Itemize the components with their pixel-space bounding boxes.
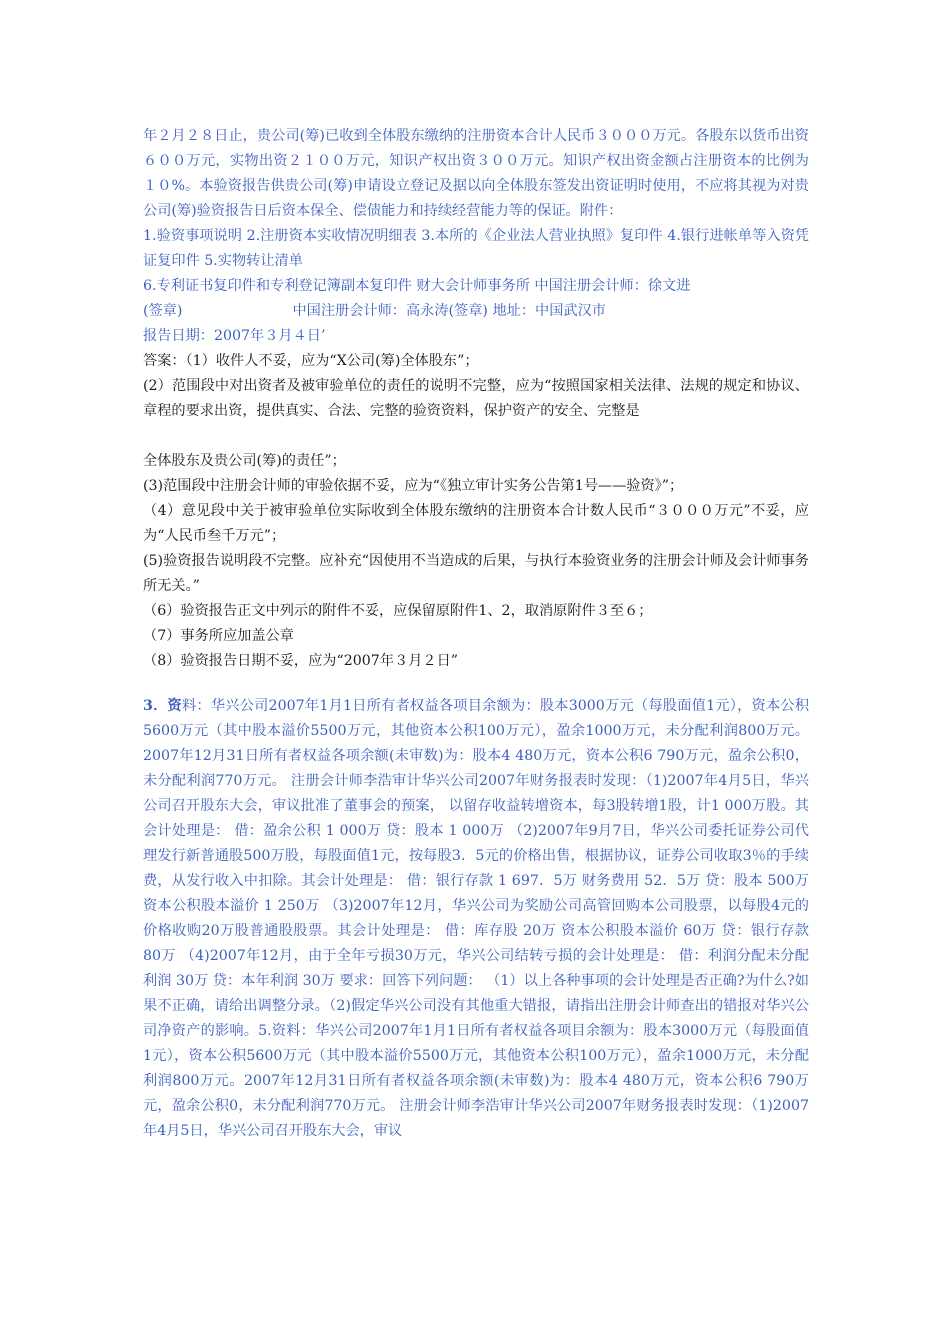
- section-3-lead: 3．资: [143, 698, 182, 714]
- cpa-address: 中国注册会计师：高永涛(签章) 地址：中国武汉市: [292, 303, 606, 319]
- report-date: 报告日期：2007年３月４日’: [143, 328, 326, 344]
- attachments-line-1: 1.验资事项说明 2.注册资本实收情况明细表 3.本所的《企业法人营业执照》复印件 4.银行进帐单等入资凭证复印件 5.实物转让清单: [143, 228, 809, 269]
- report-paragraph: 年２月２８日止，贵公司(筹)已收到全体股东缴纳的注册资本合计人民币３０００万元。各股东以货币出资６００万元，实物出资２１００万元，知识产权出资３００万元。知识产权出资金额占注册资本的比例为１０%。本验资报告供贵公司(筹)申请设立登记及据以向全体股东签发出资证明时使用，不应将其视为对贵公司(筹)验资报告日后资本保全、偿债能力和持续经营能力等的保证。附件：: [143, 128, 809, 219]
- document-page: [143, 124, 809, 1144]
- answer-7: （7）事务所应加盖公章: [143, 628, 294, 644]
- section-3-body: 料：华兴公司2007年1月1日所有者权益各项目余额为：股本3000万元（每股面值1元），资本公积5600万元（其中股本溢价5500万元，其他资本公积100万元），盈余1000万元，未分配利润800万元。2007年12月31日所有者权益各项余额(未审数)为：股本4 480万元，资本公积6 790万元，盈余公积0，未分配利润770万元。 注册会计师李浩审计华兴公司2007年财务报表时发现：（1)2007年4月5日，华兴公司召开股东大会，审议批准了董事会的预案， 以留存收益转增资本，每3股转增1股，计1 000万股。其会计处理是： 借：盈余公积 1 000万 贷：股本 1 000万 （2)2007年9月7日，华兴公司委托证券公司代理发行新普通股500万股，每股面值1元，按每股3．5元的价格出售，根据协议，证券公司收取3％的手续费，从发行收入中扣除。其会计处理是： 借：银行存款 1 697．5万 财务费用 52．5万 贷：股本 500万 资本公积股本溢价 1 250万 （3)2007年12月，华兴公司为奖励公司高管回购本公司股票，以每股4元的价格收购20万股普通股股票。其会计处理是： 借：库存股 20万 资本公积股本溢价 60万 贷：银行存款 80万 （4)2007年12月，由于全年亏损30万元，华兴公司结转亏损的会计处理是： 借：利润分配未分配利润 30万 贷：本年利润 30万 要求：回答下列问题： （1）以上各种事项的会计处理是否正确?为什么?如果不正确，请给出调整分录。（2)假定华兴公司没有其他重大错报，请指出注册会计师查出的错报对华兴公司净资产的影响。5.资料：华兴公司2007年1月1日所有者权益各项目余额为：股本3000万元（每股面值1元），资本公积5600万元（其中股本溢价5500万元，其他资本公积100万元），盈余1000万元，未分配利润800万元。2007年12月31日所有者权益各项余额(未审数)为：股本4 480万元，资本公积6 790万元，盈余公积0，未分配利润770万元。 注册会计师李浩审计华兴公司2007年财务报表时发现：（1)2007年4月5日，华兴公司召开股东大会，审议: [143, 698, 810, 1139]
- answer-1: 答案：（1）收件人不妥，应为“X公司(筹)全体股东”；: [143, 353, 479, 369]
- answer-4: （4）意见段中关于被审验单位实际收到全体股东缴纳的注册资本合计数人民币“３０００万元”不妥，应为“人民币叁千万元”；: [143, 503, 809, 544]
- answer-8: （8）验资报告日期不妥，应为“2007年３月２日”: [143, 653, 459, 669]
- section-3: [143, 694, 809, 1144]
- answer-5: (5)验资报告说明段不完整。应补充“因使用不当造成的后果，与执行本验资业务的注册会计师及会计师事务所无关。”: [143, 553, 809, 594]
- attachments-line-2: 6.专利证书复印件和专利登记簿副本复印件 财大会计师事务所 中国注册会计师：徐文进: [143, 278, 691, 294]
- signature-line: [143, 299, 809, 324]
- answer-6: （6）验资报告正文中列示的附件不妥，应保留原附件1、2，取消原附件３至６；: [143, 603, 653, 619]
- answer-3: (3)范围段中注册会计师的审验依据不妥，应为“《独立审计实务公告第1号——验资》”；: [143, 478, 684, 494]
- seal-label: (签章): [143, 303, 183, 319]
- answer-2: (2）范围段中对出资者及被审验单位的责任的说明不完整，应为“按照国家相关法律、法规的规定和协议、章程的要求出资，提供真实、合法、完整的验资资料，保护资产的安全、完整是: [143, 378, 809, 419]
- answer-2-cont: 全体股东及贵公司(筹)的责任”；: [143, 453, 346, 469]
